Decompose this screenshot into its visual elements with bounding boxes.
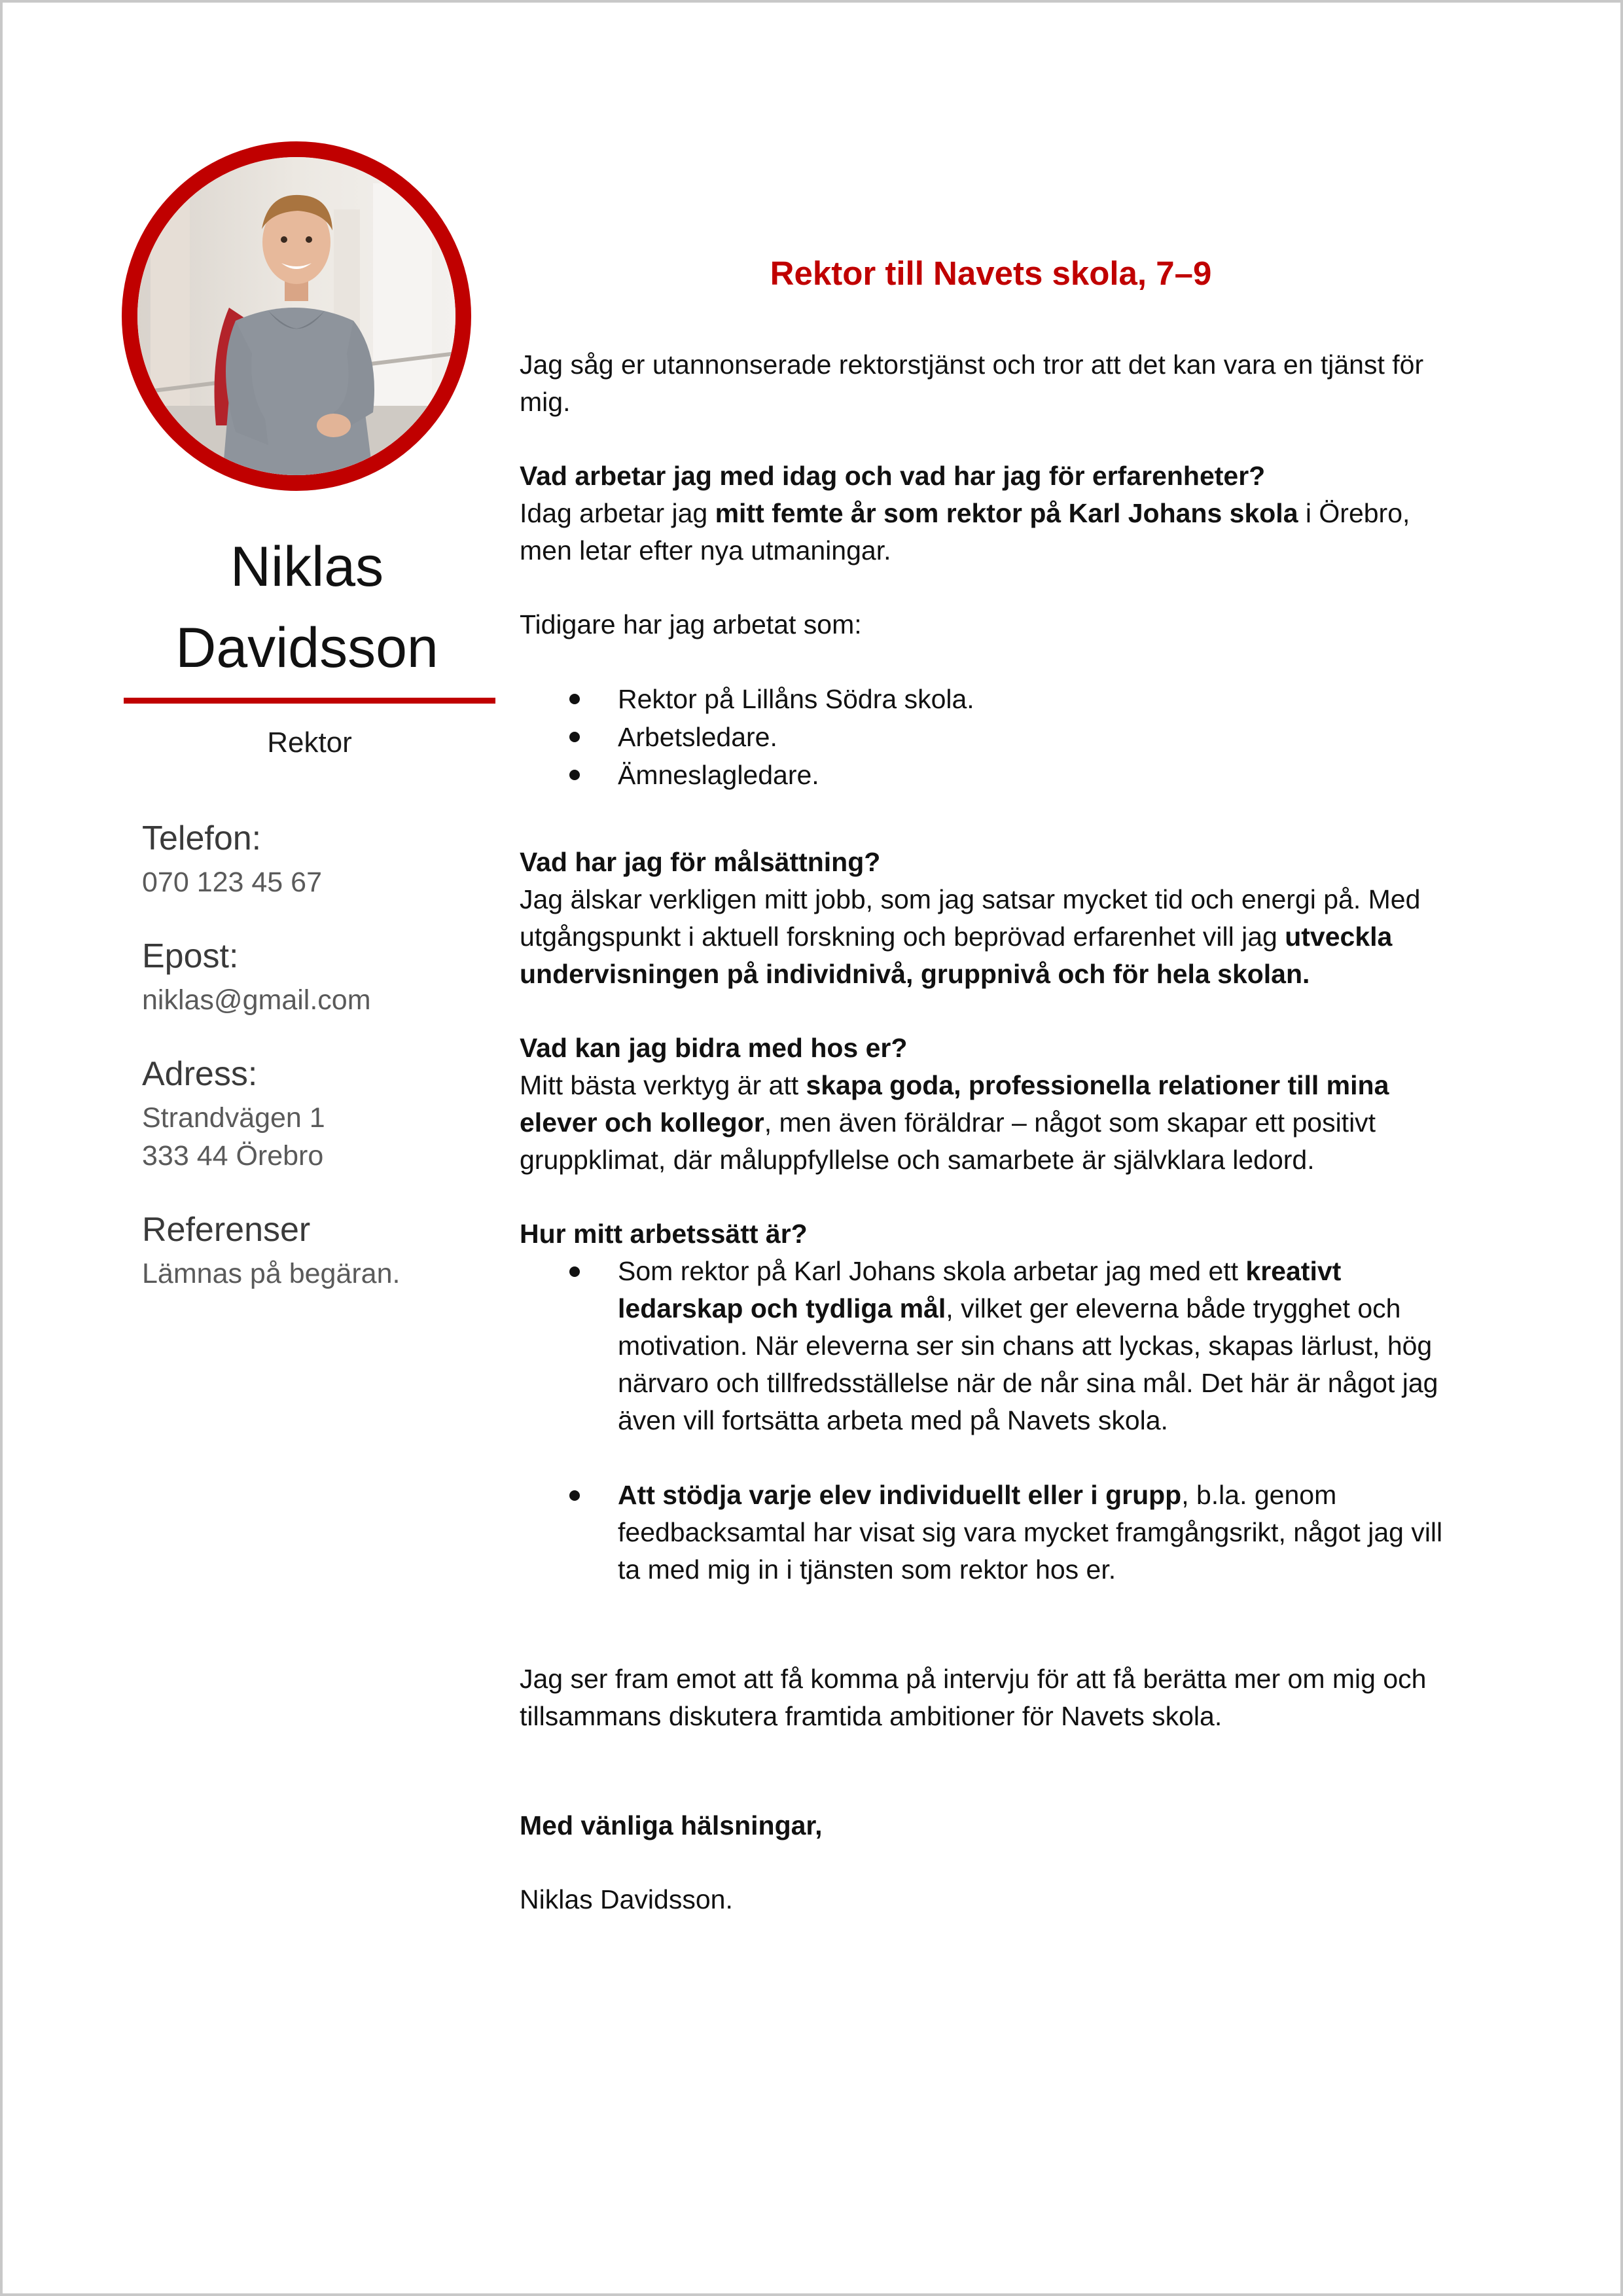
address-block xyxy=(142,1053,482,1175)
list-item: Rektor på Lillåns Södra skola. xyxy=(520,680,1469,718)
email-label: Epost: xyxy=(142,937,239,975)
email-value: niklas@gmail.com xyxy=(142,984,371,1016)
emphasis-text: skapa goda, professionella relationer till mina elever och kollegor xyxy=(520,1070,1389,1138)
text-run: , b.la. genom feedbacksamtal har visat sig vara mycket framgångsrikt, något jag vill ta med mig in i tjänsten som rektor hos er. xyxy=(618,1480,1443,1585)
references-value: Lämnas på begäran. xyxy=(142,1258,401,1289)
list-item: Arbetsledare. xyxy=(520,718,1469,756)
text-run: , men även föräldrar – något som skapar ett positivt gruppklimat, där måluppfyllelse och samarbete är självklara ledord. xyxy=(520,1107,1376,1175)
previous-roles-intro: Tidigare har jag arbetat som: xyxy=(520,609,862,639)
references-label: Referenser xyxy=(142,1211,311,1249)
phone-label: Telefon: xyxy=(142,819,262,857)
question-heading: Vad kan jag bidra med hos er? xyxy=(520,1033,908,1063)
list-item: Ämneslagledare. xyxy=(520,756,1469,794)
emphasis-text: Att stödja varje elev individuellt eller i grupp xyxy=(618,1480,1182,1510)
question-heading: Vad arbetar jag med idag och vad har jag för erfarenheter? xyxy=(520,461,1266,491)
signature: Niklas Davidsson. xyxy=(520,1884,733,1914)
portrait-photo-icon xyxy=(137,157,455,475)
address-label: Adress: xyxy=(142,1055,258,1093)
question-heading: Hur mitt arbetssätt är? xyxy=(520,1219,808,1249)
address-line-1: Strandvägen 1 xyxy=(142,1102,325,1134)
text-run: Mitt bästa verktyg är att xyxy=(520,1070,806,1100)
candidate-name xyxy=(101,526,513,689)
letter-title: Rektor till Navets skola, 7–9 xyxy=(770,255,1212,292)
contribution-paragraph xyxy=(520,1067,1469,1179)
emphasis-text: kreativt ledarskap och tydliga mål xyxy=(618,1256,1342,1323)
goals-paragraph xyxy=(520,881,1469,993)
phone-block xyxy=(142,817,482,901)
address-line-2: 333 44 Örebro xyxy=(142,1140,324,1172)
list-item xyxy=(520,1253,1469,1439)
text-run: , vilket ger eleverna både trygghet och motivation. När eleverna ser sin chans att lyckas, skapas lärlust, hög närvaro och tillfredsställelse när de når sina mål. Det här är något jag även vill fortsätta arbeta med på Navets skola. xyxy=(618,1293,1438,1435)
email-block xyxy=(142,935,482,1019)
letter-body xyxy=(520,346,1469,1918)
question-heading: Vad har jag för målsättning? xyxy=(520,847,881,877)
text-run: Som rektor på Karl Johans skola arbetar jag med ett xyxy=(618,1256,1246,1286)
profile-photo xyxy=(122,141,471,491)
phone-value: 070 123 45 67 xyxy=(142,867,322,898)
emphasis-text: mitt femte år som rektor på Karl Johans skola xyxy=(715,498,1298,528)
list-item xyxy=(520,1477,1469,1588)
greeting: Med vänliga hälsningar, xyxy=(520,1810,823,1840)
text-run: Jag älskar verkligen mitt jobb, som jag satsar mycket tid och energi på. Med utgångspunkt i aktuell forskning och beprövad erfarenhet vill jag xyxy=(520,884,1421,952)
references-block xyxy=(142,1209,482,1293)
working-method-list xyxy=(520,1253,1469,1588)
first-name: Niklas xyxy=(230,535,384,598)
text-run: Idag arbetar jag xyxy=(520,498,715,528)
text-run: i Örebro, men letar efter nya utmaningar. xyxy=(520,498,1410,565)
emphasis-text: utveckla undervisningen på individnivå, gruppnivå och för hela skolan. xyxy=(520,922,1393,989)
name-divider xyxy=(124,698,495,704)
candidate-role: Rektor xyxy=(267,726,352,759)
closing-paragraph: Jag ser fram emot att få komma på intervju för att få berätta mer om mig och tillsammans diskutera framtida ambitioner för Navets skola. xyxy=(520,1664,1427,1731)
last-name: Davidsson xyxy=(175,617,438,679)
intro-paragraph: Jag såg er utannonserade rektorstjänst och tror att det kan vara en tjänst för mig. xyxy=(520,350,1424,417)
current-role-paragraph xyxy=(520,495,1469,569)
contact-section xyxy=(142,817,482,1327)
previous-roles-list xyxy=(520,680,1469,794)
